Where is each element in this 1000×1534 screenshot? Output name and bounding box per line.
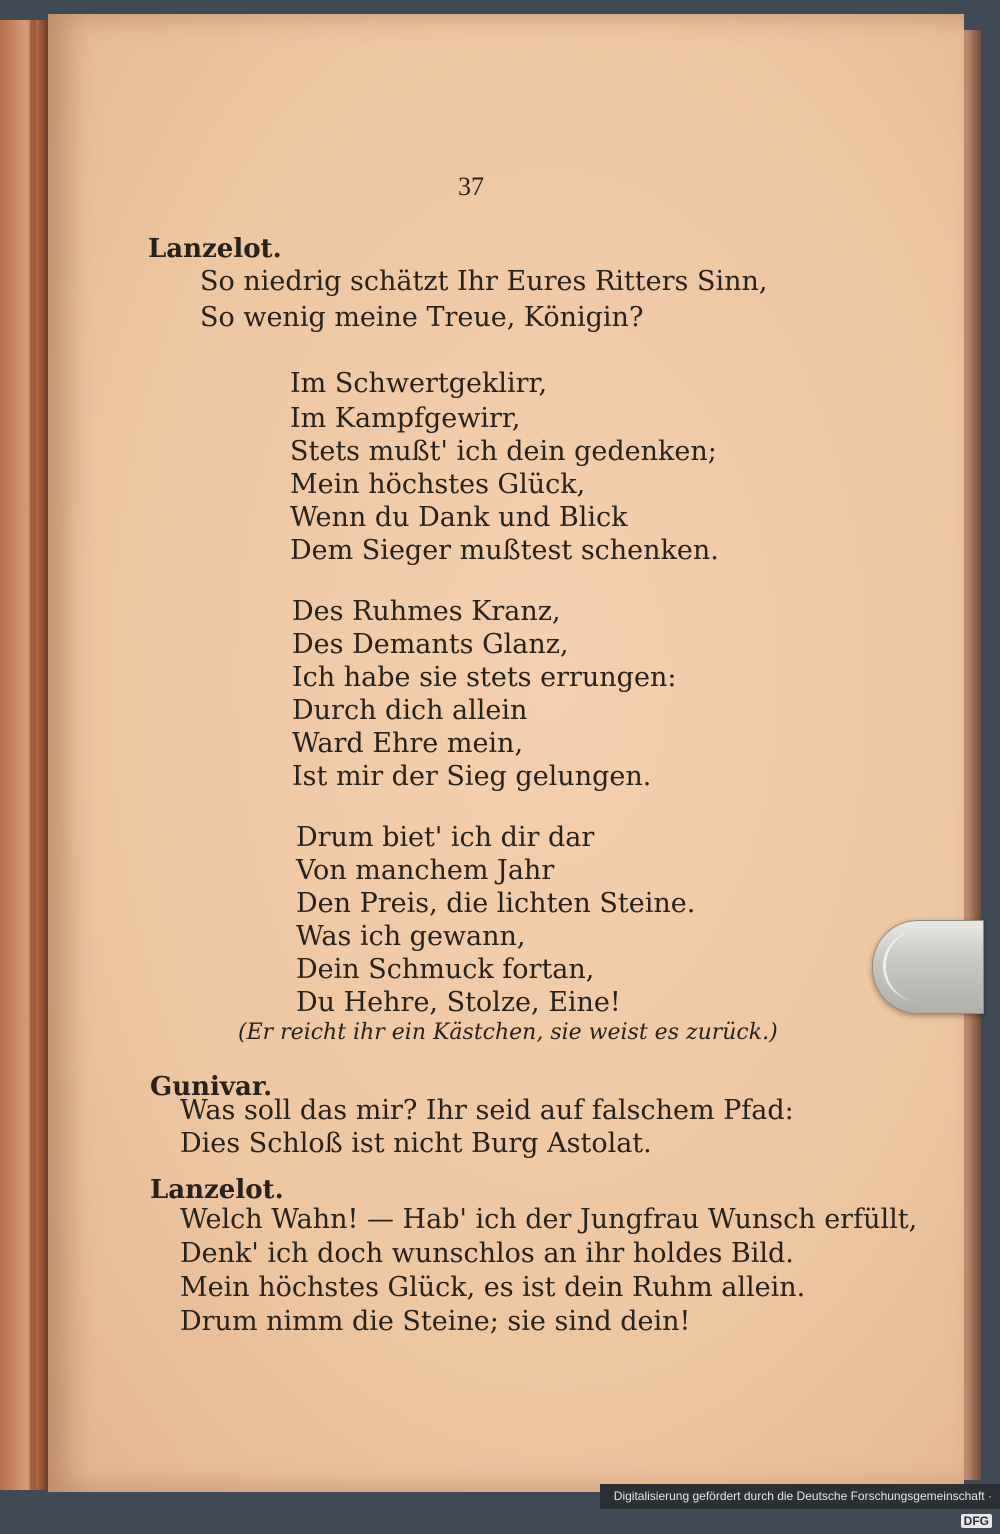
verse-line: Des Demants Glanz, [292,629,569,660]
verse-line: Was soll das mir? Ihr seid auf falschem Pfad: [180,1095,794,1126]
verse-line: So wenig meine Treue, Königin? [200,302,644,333]
verse-line: Wenn du Dank und Blick [290,502,628,533]
verse-line: Was ich gewann, [296,921,526,952]
book-left-pages [0,20,48,1490]
verse-line: Ward Ehre mein, [292,728,524,759]
verse-line: Des Ruhmes Kranz, [292,596,561,627]
verse-line: Im Kampfgewirr, [290,403,521,434]
stage-direction: (Er reicht ihr ein Kästchen, sie weist es zurück.) [238,1020,778,1045]
page-number: 37 [458,172,484,201]
verse-line: Mein höchstes Glück, es ist dein Ruhm allein. [180,1272,806,1303]
verse-line: Du Hehre, Stolze, Eine! [296,987,621,1018]
dfg-logo-icon: DFG [961,1514,992,1528]
verse-line: Den Preis, die lichten Steine. [296,888,696,919]
speaker-gunivar: Gunivar. [150,1072,273,1102]
verse-line: Stets mußt' ich dein gedenken; [290,436,717,467]
verse-line: Drum biet' ich dir dar [296,822,595,853]
credit-text: Digitalisierung gefördert durch die Deutsche Forschungsgemeinschaft [613,1489,985,1503]
verse-line: Dein Schmuck fortan, [296,954,595,985]
verse-line: Welch Wahn! — Hab' ich der Jungfrau Wunsch erfüllt, [180,1204,918,1235]
verse-line: Ist mir der Sieg gelungen. [292,761,652,792]
verse-line: Mein höchstes Glück, [290,469,586,500]
page-clip [872,920,984,1014]
verse-line: Drum nimm die Steine; sie sind dein! [180,1306,691,1337]
verse-line: Dies Schloß ist nicht Burg Astolat. [180,1128,652,1159]
verse-line: So niedrig schätzt Ihr Eures Ritters Sinn, [200,266,768,297]
verse-line: Im Schwertgeklirr, [290,368,548,399]
verse-line: Von manchem Jahr [296,855,555,886]
digitization-credit: Digitalisierung gefördert durch die Deutsche Forschungsgemeinschaft · DFG [600,1484,1000,1509]
speaker-lanzelot-1: Lanzelot. [148,234,282,264]
verse-line: Denk' ich doch wunschlos an ihr holdes Bild. [180,1238,794,1269]
verse-line: Dem Sieger mußtest schenken. [290,535,719,566]
verse-line: Ich habe sie stets errungen: [292,662,677,693]
speaker-lanzelot-2: Lanzelot. [150,1175,284,1205]
verse-line: Durch dich allein [292,695,528,726]
book-spine-shadow [30,20,36,1490]
